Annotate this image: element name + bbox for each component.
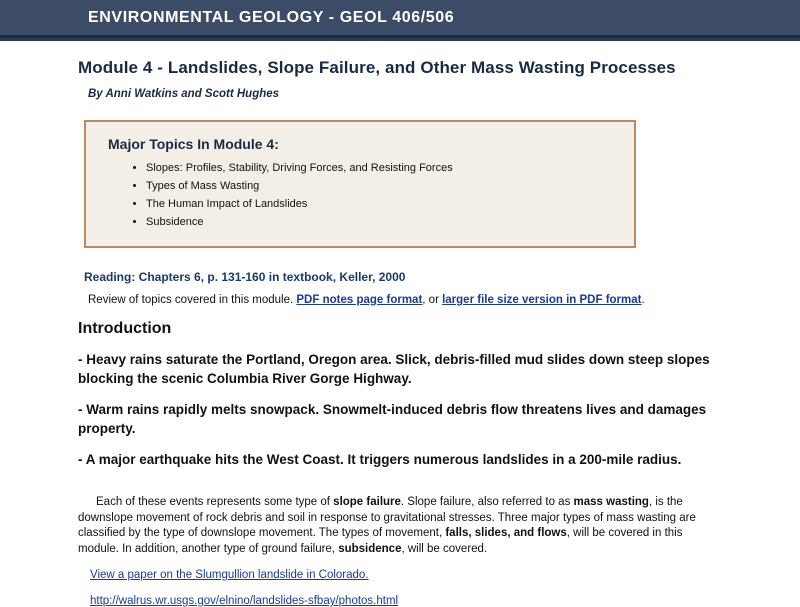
slumgullion-paper-link[interactable]: View a paper on the Slumgullion landslide in Colorado.	[90, 569, 369, 581]
scenario-item: - A major earthquake hits the West Coast. It triggers numerous landslides in a 200-mile radius.	[78, 452, 682, 467]
introduction-paragraph	[78, 495, 698, 557]
review-line-middle: , or	[422, 294, 443, 306]
page-title: Module 4 - Landslides, Slope Failure, and Other Mass Wasting Processes	[78, 58, 676, 77]
review-line	[88, 294, 800, 306]
banner-divider	[0, 38, 800, 41]
review-line-suffix: .	[641, 294, 645, 306]
usgs-photos-link[interactable]: http://walrus.wr.usgs.gov/elnino/landslides-sfbay/photos.html	[90, 595, 399, 607]
pdf-large-link[interactable]: larger file size version in PDF format	[442, 294, 642, 306]
list-item: • Slopes: Profiles, Stability, Driving Forces, and Resisting Forces	[146, 160, 620, 176]
scenario-item: - Heavy rains saturate the Portland, Oregon area. Slick, debris-filled mud slides down steep slopes blocking the scenic Columbia River Gorge Highway.	[78, 352, 710, 386]
term-subsidence: subsidence	[338, 542, 402, 555]
para-part: , will be covered in this module. In addition, another type of ground failure,	[78, 527, 683, 555]
reading-assignment: Reading: Chapters 6, p. 131-160 in textbook, Keller, 2000	[84, 270, 406, 284]
term-falls-slides-flows: falls, slides, and flows	[445, 527, 567, 539]
term-slope-failure: slope failure	[333, 496, 401, 508]
para-part: , is the downslope movement of rock debris and soil in response to gravitational stresses. Three major types of mass wasting are classified by the type of downslope movement. The types of movement,	[78, 496, 696, 539]
site-banner-title: ENVIRONMENTAL GEOLOGY - GEOL 406/506	[88, 9, 455, 26]
para-part: , will be covered.	[401, 542, 488, 555]
review-line-prefix: Review of topics covered in this module.	[88, 294, 297, 306]
list-item: • Types of Mass Wasting	[146, 178, 620, 194]
major-topics-heading: Major Topics In Module 4:	[108, 136, 279, 152]
list-item: • The Human Impact of Landslides	[146, 196, 620, 212]
scenario-item: - Warm rains rapidly melts snowpack. Snowmelt-induced debris flow threatens lives and damages property.	[78, 402, 707, 436]
major-topics-list	[100, 160, 620, 230]
term-mass-wasting: mass wasting	[573, 496, 649, 508]
paper-link-row	[90, 569, 800, 581]
url-link-row	[90, 595, 800, 607]
site-banner	[0, 0, 800, 38]
list-item: • Subsidence	[146, 214, 620, 230]
pdf-notes-link[interactable]: PDF notes page format	[296, 294, 423, 306]
para-part: . Slope failure, also referred to as	[400, 496, 574, 508]
document-content	[0, 44, 800, 607]
major-topics-box	[84, 120, 636, 248]
para-part: Each of these events represents some type of	[96, 496, 334, 508]
byline: By Anni Watkins and Scott Hughes	[88, 88, 280, 100]
section-title-introduction: Introduction	[78, 320, 172, 337]
